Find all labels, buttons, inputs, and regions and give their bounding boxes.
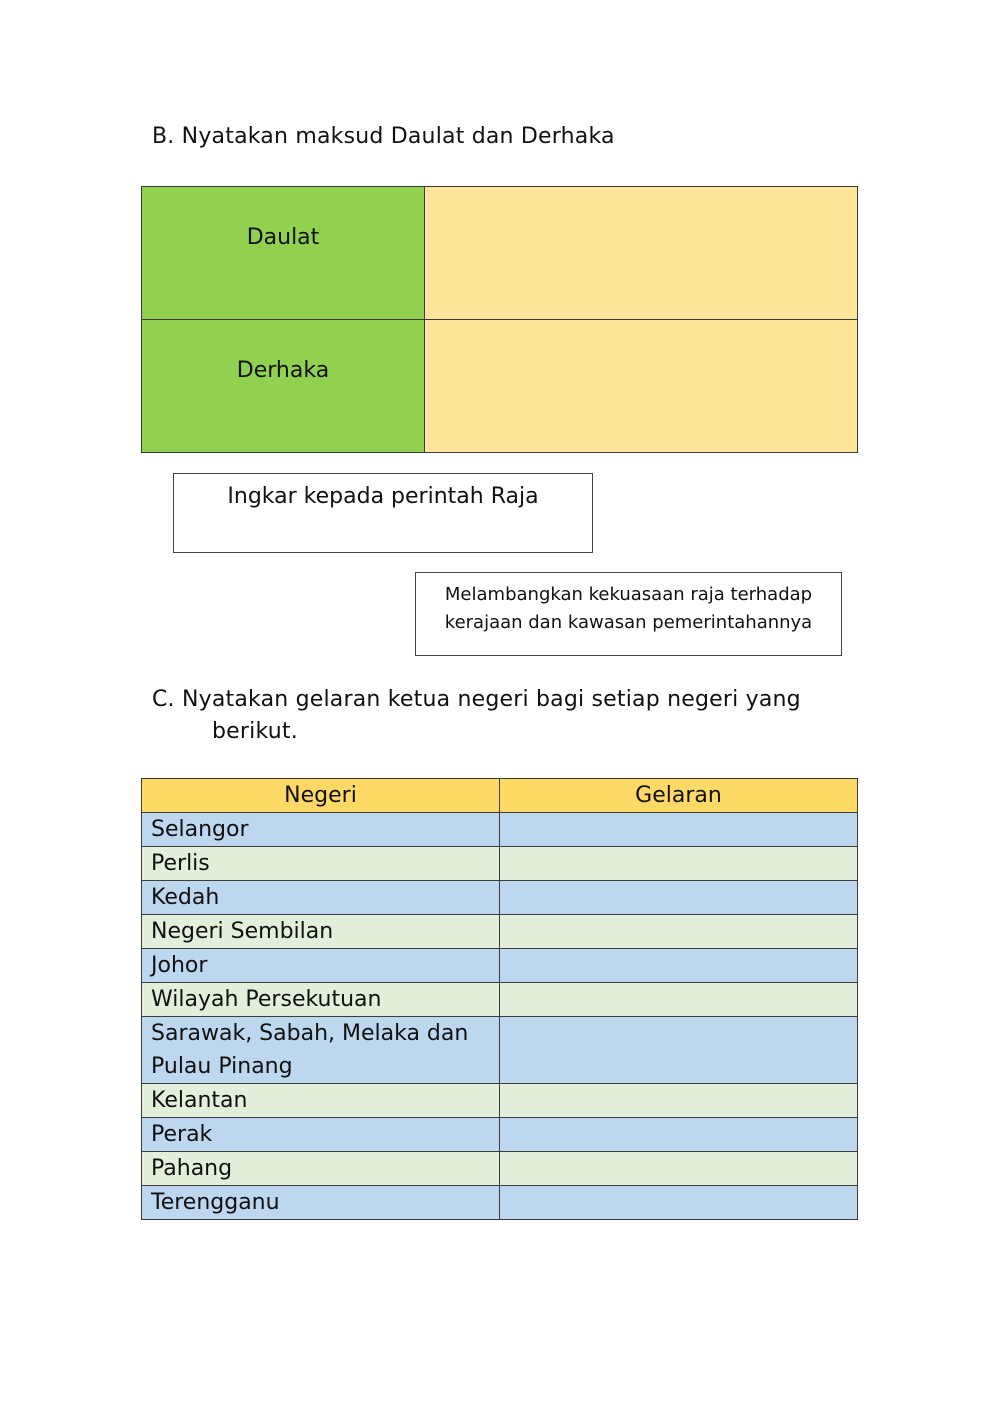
gelaran-input[interactable] [500, 1186, 858, 1220]
section-b-title: B. Nyatakan maksud Daulat dan Derhaka [152, 124, 615, 149]
state-name: Johor [142, 949, 500, 983]
state-name: Terengganu [142, 1186, 500, 1220]
state-name: Kelantan [142, 1084, 500, 1118]
term-derhaka: Derhaka [142, 320, 425, 453]
gelaran-input[interactable] [500, 1118, 858, 1152]
gelaran-input[interactable] [500, 1152, 858, 1186]
header-gelaran: Gelaran [500, 779, 858, 813]
gelaran-input[interactable] [500, 949, 858, 983]
table-header-row [142, 779, 858, 813]
gelaran-input[interactable] [500, 847, 858, 881]
table-row [142, 1186, 858, 1220]
option-card-melambangkan[interactable] [415, 572, 842, 656]
table-row [142, 983, 858, 1017]
state-name: Wilayah Persekutuan [142, 983, 500, 1017]
section-c-title-line2: berikut. [212, 719, 298, 744]
table-row [142, 881, 858, 915]
gelaran-input[interactable] [500, 813, 858, 847]
table-row [142, 1118, 858, 1152]
gelaran-input[interactable] [500, 915, 858, 949]
definition-table [141, 186, 858, 453]
section-c-title [152, 684, 852, 748]
states-table [141, 778, 858, 1220]
table-row [142, 915, 858, 949]
state-name [142, 1017, 500, 1084]
state-name: Kedah [142, 881, 500, 915]
table-row [142, 847, 858, 881]
state-name-line2: Pulau Pinang [151, 1054, 293, 1079]
definition-row-daulat [142, 187, 858, 320]
gelaran-input[interactable] [500, 1084, 858, 1118]
section-c-title-line1: C. Nyatakan gelaran ketua negeri bagi setiap negeri yang [152, 687, 801, 712]
answer-drop-zone-daulat[interactable] [425, 187, 858, 320]
state-name: Pahang [142, 1152, 500, 1186]
table-row [142, 1084, 858, 1118]
table-row [142, 813, 858, 847]
answer-drop-zone-derhaka[interactable] [425, 320, 858, 453]
state-name: Selangor [142, 813, 500, 847]
option-card-ingkar[interactable]: Ingkar kepada perintah Raja [173, 473, 593, 553]
table-row [142, 1017, 858, 1084]
option-card-line: kerajaan dan kawasan pemerintahannya [444, 612, 813, 633]
gelaran-input[interactable] [500, 881, 858, 915]
option-card-line: Melambangkan kekuasaan raja terhadap [444, 584, 813, 605]
state-name: Perlis [142, 847, 500, 881]
gelaran-input[interactable] [500, 983, 858, 1017]
term-daulat: Daulat [142, 187, 425, 320]
gelaran-input[interactable] [500, 1017, 858, 1084]
state-name: Perak [142, 1118, 500, 1152]
header-negeri: Negeri [142, 779, 500, 813]
table-row [142, 949, 858, 983]
definition-row-derhaka [142, 320, 858, 453]
table-row [142, 1152, 858, 1186]
state-name: Negeri Sembilan [142, 915, 500, 949]
state-name-line1: Sarawak, Sabah, Melaka dan [151, 1021, 469, 1046]
